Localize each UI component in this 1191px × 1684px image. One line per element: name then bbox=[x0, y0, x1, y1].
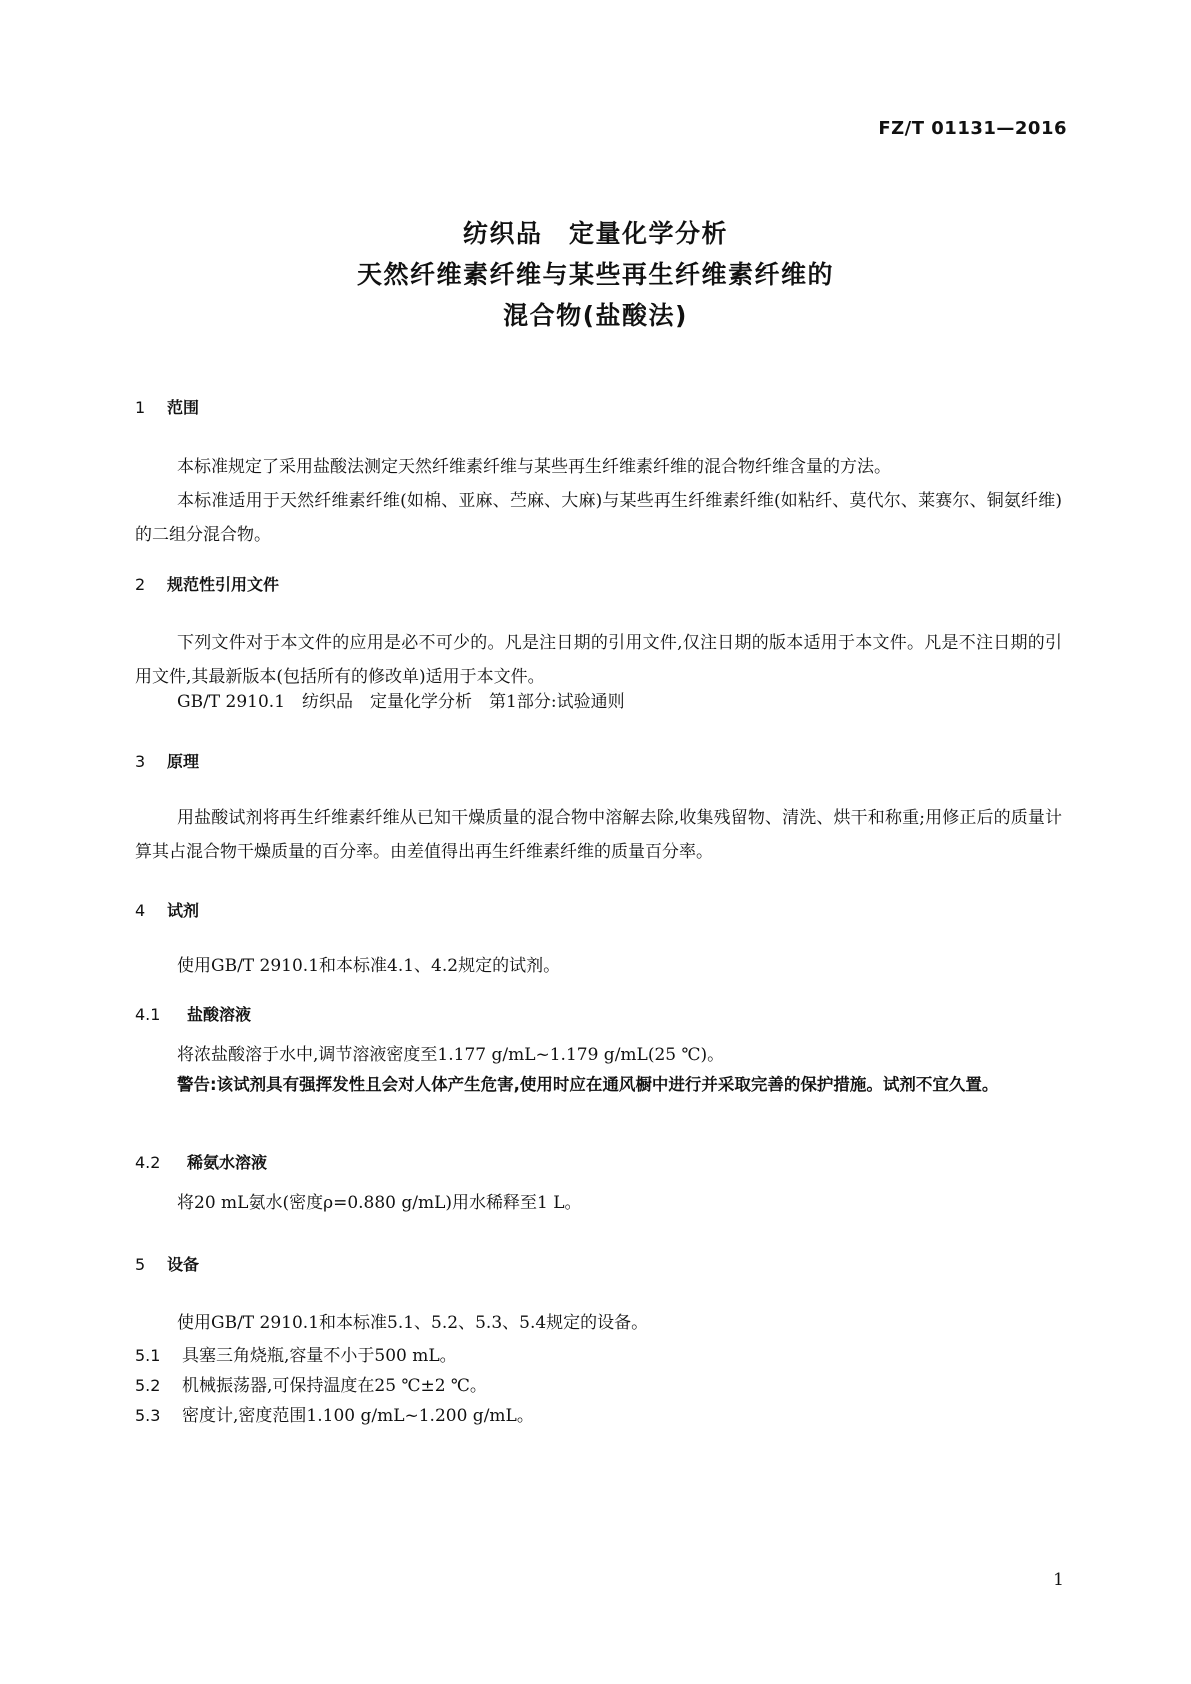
item-number: 5.2 bbox=[135, 1376, 161, 1395]
item-text: 具塞三角烧瓶,容量不小于500 mL。 bbox=[182, 1346, 457, 1366]
section-number: 2 bbox=[135, 575, 146, 594]
section-number: 1 bbox=[135, 398, 146, 417]
section-1-heading bbox=[135, 395, 199, 418]
section-number: 5 bbox=[135, 1255, 146, 1274]
section-1-paragraph-2: 本标准适用于天然纤维素纤维(如棉、亚麻、苎麻、大麻)与某些再生纤维素纤维(如粘纤、莫代尔、莱赛尔、铜氨纤维)的二组分混合物。 bbox=[135, 491, 1062, 545]
section-4-paragraph-1: 使用GB/T 2910.1和本标准4.1、4.2规定的试剂。 bbox=[177, 956, 561, 976]
section-4-1-warning: 警告:该试剂具有强挥发性且会对人体产生危害,使用时应在通风橱中进行并采取完善的保护措施。试剂不宜久置。 bbox=[177, 1075, 999, 1094]
section-4-1-heading bbox=[135, 1002, 251, 1025]
title-line-1: 纺织品 定量化学分析 bbox=[462, 219, 728, 248]
item-text: 机械振荡器,可保持温度在25 ℃±2 ℃。 bbox=[182, 1376, 487, 1396]
list-item bbox=[135, 1341, 457, 1366]
list-item bbox=[135, 1371, 487, 1396]
section-4-heading bbox=[135, 898, 199, 921]
section-title: 试剂 bbox=[167, 901, 200, 920]
section-number: 4.2 bbox=[135, 1153, 161, 1172]
section-5-heading bbox=[135, 1252, 199, 1275]
item-number: 5.1 bbox=[135, 1346, 161, 1365]
section-1-paragraph-1: 本标准规定了采用盐酸法测定天然纤维素纤维与某些再生纤维素纤维的混合物纤维含量的方法。 bbox=[177, 457, 891, 477]
item-number: 5.3 bbox=[135, 1406, 161, 1425]
section-title: 原理 bbox=[167, 752, 200, 771]
document-title bbox=[0, 213, 1191, 336]
section-3-heading bbox=[135, 749, 199, 772]
page-number: 1 bbox=[1053, 1570, 1064, 1590]
section-title: 盐酸溶液 bbox=[187, 1005, 252, 1024]
section-title: 设备 bbox=[167, 1255, 200, 1274]
section-number: 4 bbox=[135, 901, 146, 920]
section-4-2-heading bbox=[135, 1150, 267, 1173]
section-number: 4.1 bbox=[135, 1005, 161, 1024]
list-item bbox=[135, 1401, 534, 1426]
section-title: 范围 bbox=[167, 398, 200, 417]
section-4-1-paragraph-1: 将浓盐酸溶于水中,调节溶液密度至1.177 g/mL~1.179 g/mL(25 ℃)。 bbox=[177, 1045, 725, 1065]
section-title: 稀氨水溶液 bbox=[187, 1153, 268, 1172]
title-line-2: 天然纤维素纤维与某些再生纤维素纤维的 bbox=[356, 260, 834, 289]
section-4-2-paragraph-1: 将20 mL氨水(密度ρ=0.880 g/mL)用水稀释至1 L。 bbox=[177, 1193, 582, 1213]
section-2-paragraph-1: 下列文件对于本文件的应用是必不可少的。凡是注日期的引用文件,仅注日期的版本适用于本文件。凡是不注日期的引用文件,其最新版本(包括所有的修改单)适用于本文件。 bbox=[135, 633, 1062, 687]
title-line-3: 混合物(盐酸法) bbox=[503, 301, 688, 330]
section-number: 3 bbox=[135, 752, 146, 771]
item-text: 密度计,密度范围1.100 g/mL~1.200 g/mL。 bbox=[182, 1406, 534, 1426]
section-title: 规范性引用文件 bbox=[167, 575, 280, 594]
section-3-paragraph-1: 用盐酸试剂将再生纤维素纤维从已知干燥质量的混合物中溶解去除,收集残留物、清洗、烘干和称重;用修正后的质量计算其占混合物干燥质量的百分率。由差值得出再生纤维素纤维的质量百分率。 bbox=[135, 808, 1062, 862]
section-2-reference: GB/T 2910.1 纺织品 定量化学分析 第1部分:试验通则 bbox=[177, 692, 625, 712]
section-2-heading bbox=[135, 572, 279, 595]
section-5-paragraph-1: 使用GB/T 2910.1和本标准5.1、5.2、5.3、5.4规定的设备。 bbox=[177, 1313, 649, 1333]
standard-number: FZ/T 01131—2016 bbox=[878, 118, 1067, 139]
